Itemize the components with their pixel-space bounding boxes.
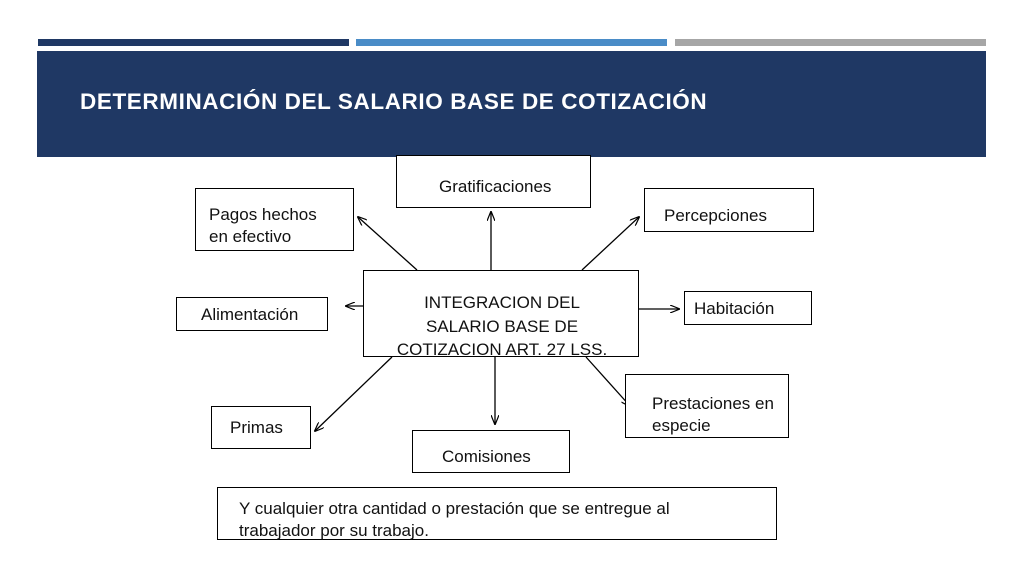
node-habitacion	[684, 291, 812, 325]
node-gratificaciones-label: Gratificaciones	[439, 177, 552, 196]
node-pagos-label-2: en efectivo	[209, 227, 292, 246]
node-primas-label: Primas	[230, 418, 283, 437]
node-alimentacion-label: Alimentación	[201, 305, 299, 324]
node-prestaciones-label-1: Prestaciones en	[652, 394, 774, 413]
arrow-to-pagos	[358, 217, 417, 270]
footer-note-box	[217, 487, 777, 540]
node-comisiones	[412, 430, 570, 473]
node-percepciones-label: Percepciones	[664, 206, 768, 225]
node-primas	[211, 406, 311, 449]
node-gratificaciones	[396, 155, 591, 208]
arrow-to-percepciones	[582, 217, 639, 270]
center-label-3: COTIZACION ART. 27 LSS.	[396, 340, 608, 359]
arrow-to-primas	[315, 357, 392, 431]
node-percepciones	[644, 188, 814, 232]
center-label-1: INTEGRACION DEL	[424, 293, 580, 312]
node-alimentacion	[176, 297, 328, 331]
node-prestaciones-especie	[625, 374, 789, 438]
node-comisiones-label: Comisiones	[442, 447, 531, 466]
node-prestaciones-label-2: especie	[652, 416, 711, 435]
slide-title: DETERMINACIÓN DEL SALARIO BASE DE COTIZACIÓN	[80, 89, 708, 114]
arrow-to-prestaciones	[586, 357, 630, 406]
node-pagos-label-1: Pagos hechos	[209, 205, 317, 224]
footer-note-line-2: trabajador por su trabajo.	[239, 521, 429, 540]
node-integracion-center	[363, 270, 639, 357]
footer-note-line-1: Y cualquier otra cantidad o prestación que se entregue al	[239, 499, 670, 518]
node-pagos-efectivo	[195, 188, 354, 251]
center-label-2: SALARIO BASE DE	[425, 317, 579, 336]
node-habitacion-label: Habitación	[694, 299, 775, 318]
